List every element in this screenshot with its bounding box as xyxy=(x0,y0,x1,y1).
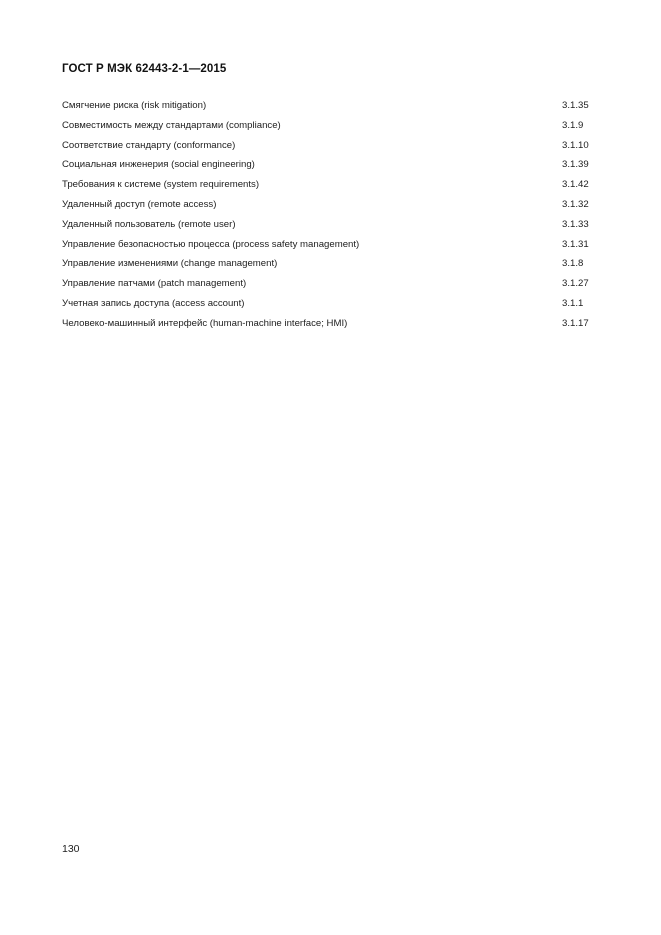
index-term: Человеко-машинный интерфейс (human-machine interface; HMI) xyxy=(62,317,348,329)
index-term: Управление безопасностью процесса (process safety management) xyxy=(62,238,360,250)
index-ref: 3.1.8 xyxy=(562,258,584,270)
index-term: Соответствие стандарту (conformance) xyxy=(62,139,236,151)
index-ref: 3.1.39 xyxy=(562,159,589,171)
index-row xyxy=(62,294,590,314)
index-ref: 3.1.10 xyxy=(562,139,589,151)
index-term: Удаленный пользователь (remote user) xyxy=(62,218,236,230)
index-term: Требования к системе (system requirements) xyxy=(62,179,260,191)
index-ref: 3.1.32 xyxy=(562,198,589,210)
index-row xyxy=(62,155,590,175)
index-row xyxy=(62,136,590,156)
index-term: Управление изменениями (change management) xyxy=(62,258,278,270)
index-row xyxy=(62,195,590,215)
index-term: Учетная запись доступа (access account) xyxy=(62,297,245,309)
index-ref: 3.1.27 xyxy=(562,278,589,290)
document-header: ГОСТ Р МЭК 62443-2-1—2015 xyxy=(62,63,227,75)
index-ref: 3.1.33 xyxy=(562,218,589,230)
index-term: Удаленный доступ (remote access) xyxy=(62,198,217,210)
index-row xyxy=(62,314,590,334)
index-ref: 3.1.9 xyxy=(562,119,584,131)
index-row xyxy=(62,96,590,116)
term-index-list xyxy=(62,96,590,334)
index-row xyxy=(62,254,590,274)
index-term: Социальная инженерия (social engineering) xyxy=(62,159,255,171)
index-ref: 3.1.1 xyxy=(562,297,584,309)
index-term: Смягчение риска (risk mitigation) xyxy=(62,100,207,111)
index-row xyxy=(62,274,590,294)
index-term: Управление патчами (patch management) xyxy=(62,278,247,290)
index-ref: 3.1.17 xyxy=(562,317,589,329)
index-ref: 3.1.31 xyxy=(562,238,589,250)
page-number: 130 xyxy=(62,843,80,855)
index-term: Совместимость между стандартами (compliance) xyxy=(62,119,281,131)
index-row xyxy=(62,215,590,235)
index-ref: 3.1.42 xyxy=(562,179,589,191)
index-ref: 3.1.35 xyxy=(562,100,589,111)
index-row xyxy=(62,235,590,255)
index-row xyxy=(62,175,590,195)
index-row xyxy=(62,116,590,136)
